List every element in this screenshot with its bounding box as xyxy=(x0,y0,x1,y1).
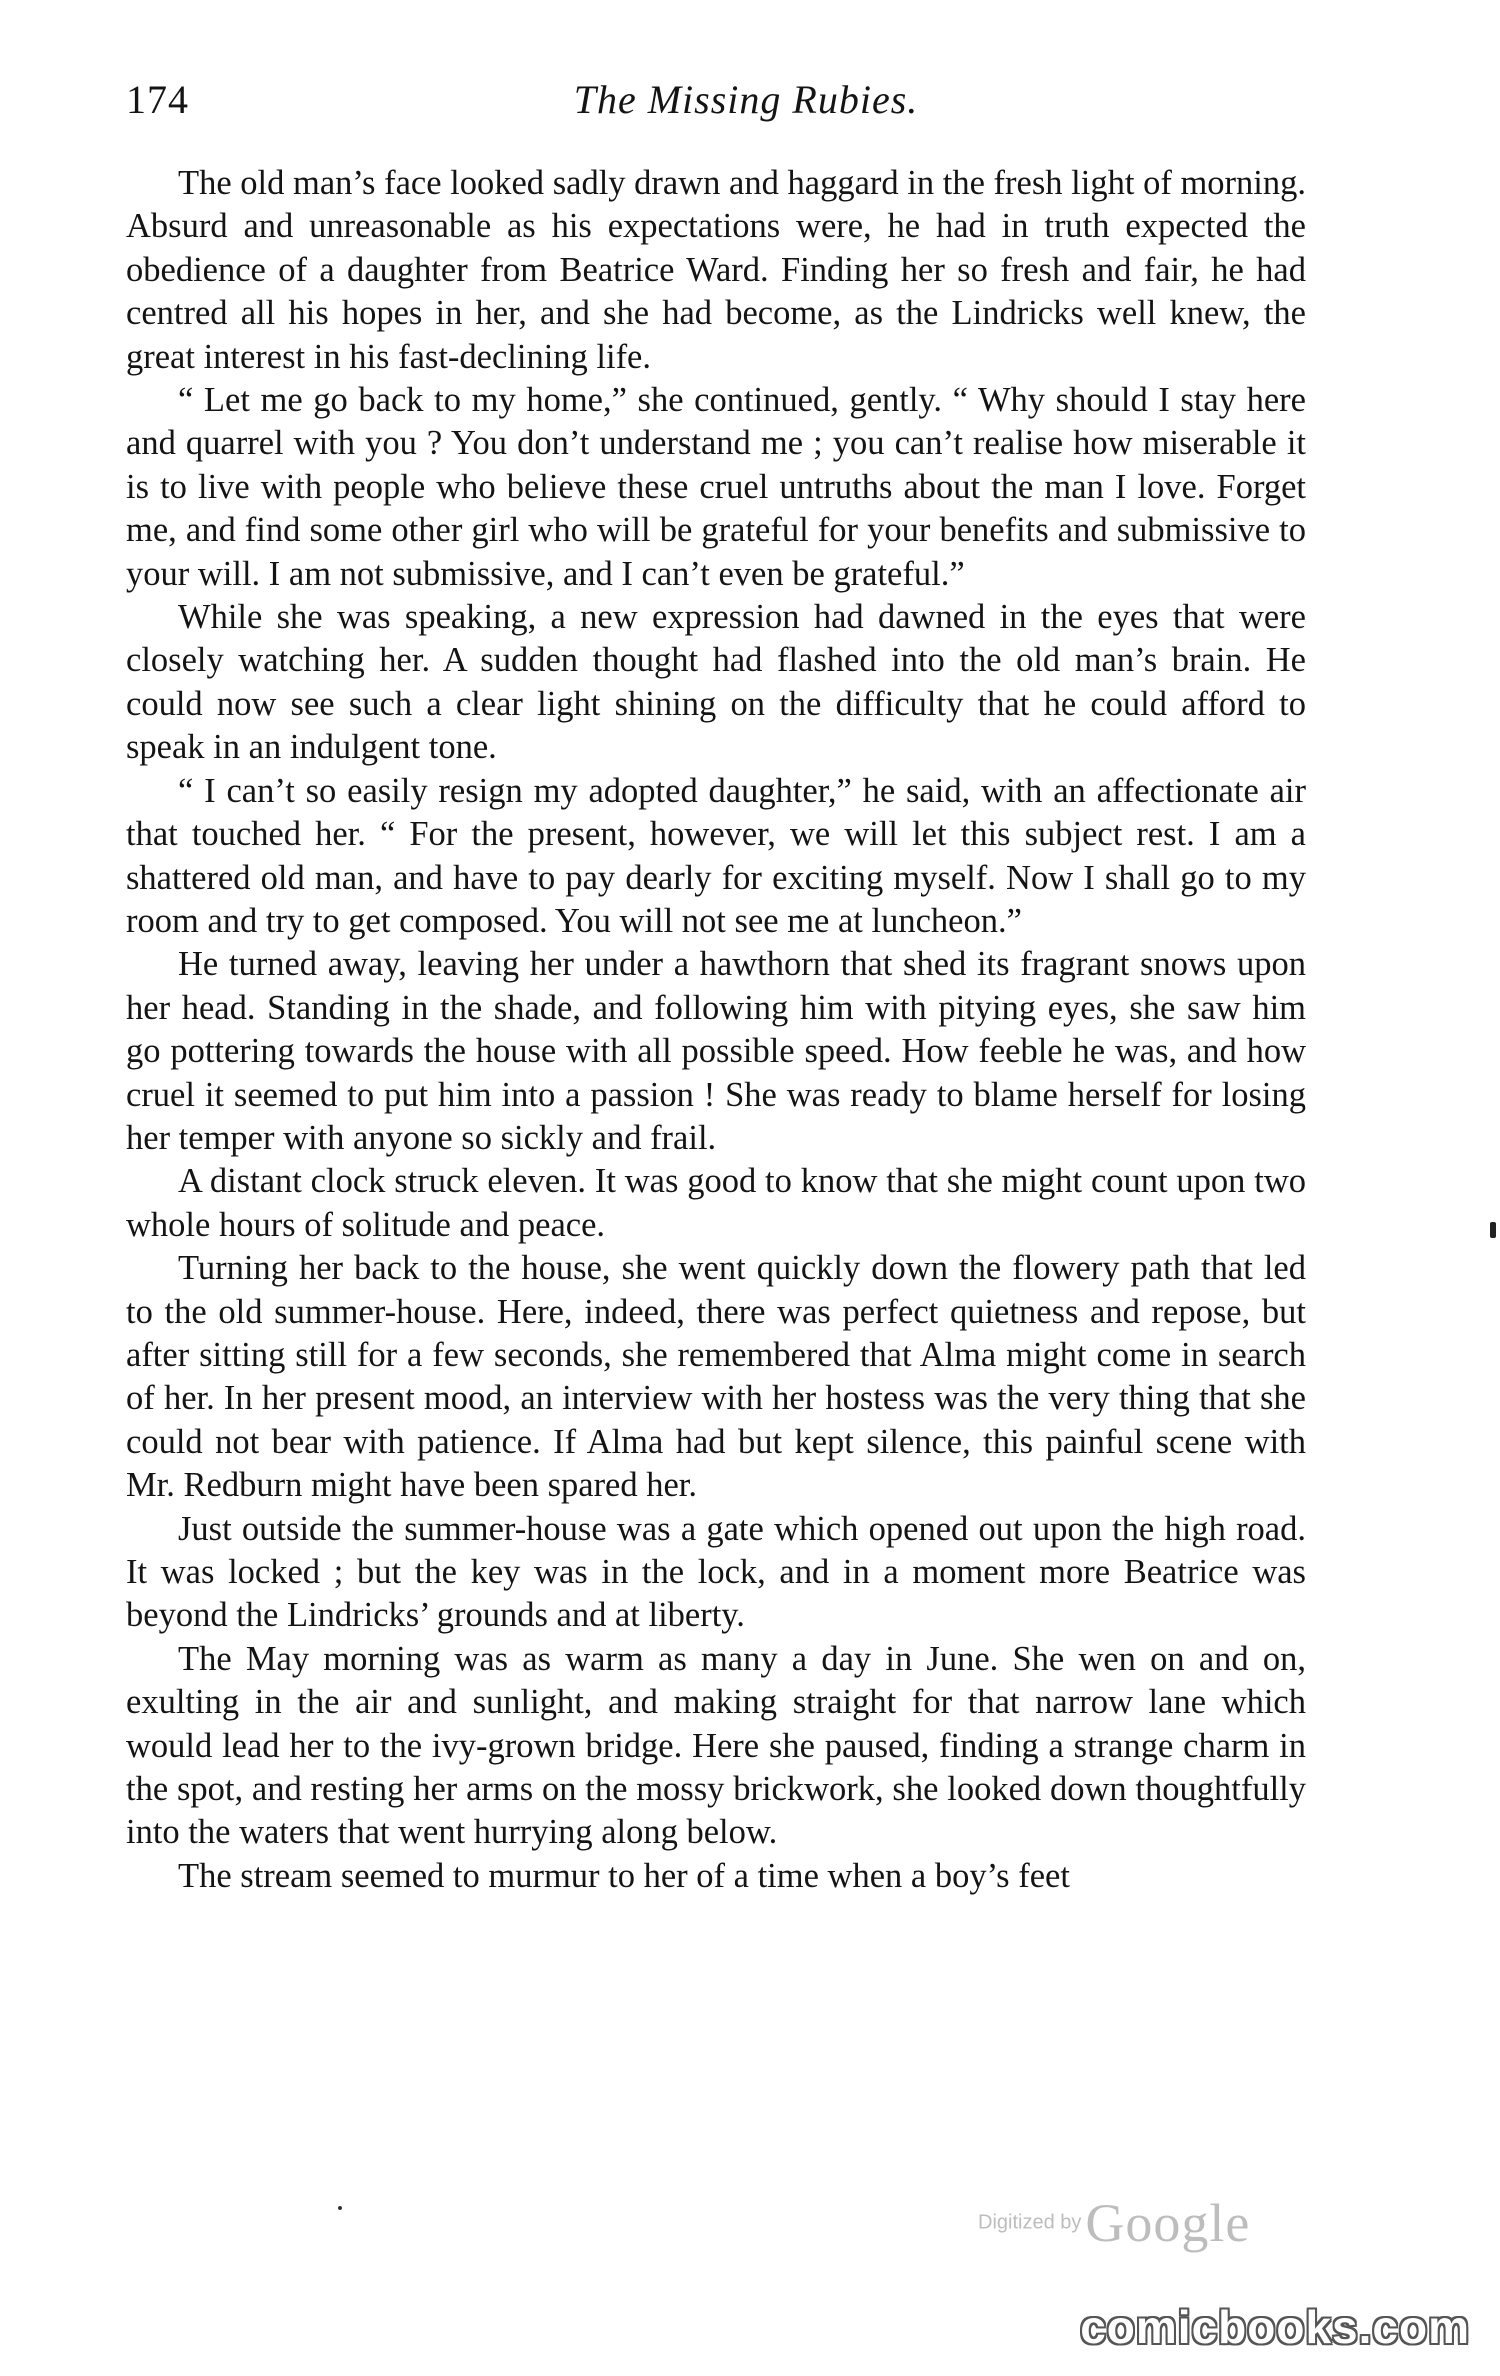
paragraph: “ Let me go back to my home,” she continued, gently. “ Why should I stay here and quarrel with you ? You don’t understand me ; you can’t realise how miserable it is to live with people who believe these cruel untruths about the man I love. Forget me, and find some other girl who will be grateful for your benefits and submissive to your will. I am not submissive, and I can’t even be grateful.” xyxy=(126,381,1306,593)
site-watermark: comicbooks.com xyxy=(1080,2301,1470,2353)
paragraph: Turning her back to the house, she went quickly down the flowery path that led to the old summer-house. Here, indeed, there was perfect quietness and repose, but after sitting still for a few seconds, she remembered that Alma might come in search of her. In her present mood, an interview with her hostess was the very thing that she could not bear with patience. If Alma had but kept silence, this painful scene with Mr. Redburn might have been spared her. xyxy=(126,1249,1306,1505)
paragraph: A distant clock struck eleven. It was good to know that she might count upon two whole hours of solitude and peace. xyxy=(126,1162,1306,1244)
body-text xyxy=(126,162,1306,1898)
scan-artifact xyxy=(1490,1222,1496,1238)
page-number: 174 xyxy=(126,77,189,122)
paragraph: The May morning was as warm as many a day in June. She wen on and on, exulting in the air and sunlight, and making straight for that narrow lane which would lead her to the ivy-grown bridge. Here she paused, finding a strange charm in the spot, and resting her arms on the mossy brickwork, she looked down thoughtfully into the waters that went hurrying along below. xyxy=(126,1639,1306,1852)
digitized-by-google-mark xyxy=(978,2192,1250,2252)
paragraph: He turned away, leaving her under a hawthorn that shed its fragrant snows upon her head. Standing in the shade, and following him with pitying eyes, she saw him go pottering towards the house with all possible speed. How feeble he was, and how cruel it seemed to put him into a passion ! She was ready to blame herself for losing her temper with anyone so sickly and frail. xyxy=(126,945,1306,1157)
paragraph: The old man’s face looked sadly drawn and haggard in the fresh light of morning. Absurd and unreasonable as his expectations were, he had in truth expected the obedience of a daughter from Beatrice Ward. Finding her so fresh and fair, he had centred all his hopes in her, and she had become, as the Lindricks well knew, the great interest in his fast-declining life. xyxy=(126,164,1306,376)
scan-speck xyxy=(338,2206,342,2210)
paragraph-partial: The stream seemed to murmur to her of a time when a boy’s feet xyxy=(178,1856,1070,1895)
paragraph: While she was speaking, a new expression had dawned in the eyes that were closely watching her. A sudden thought had flashed into the old man’s brain. He could now see such a clear light shining on the difficulty that he could afford to speak in an indulgent tone. xyxy=(126,598,1306,767)
paragraph: Just outside the summer-house was a gate which opened out upon the high road. It was locked ; but the key was in the lock, and in a moment more Beatrice was beyond the Lindricks’ grounds and at liberty. xyxy=(126,1509,1306,1635)
google-logo-text: Google xyxy=(1085,2193,1251,2253)
digitized-prefix: Digitized by xyxy=(978,2211,1082,2234)
paragraph: “ I can’t so easily resign my adopted daughter,” he said, with an affectionate air that touched her. “ For the present, however, we will let this subject rest. I am a shattered old man, and have to pay dearly for exciting myself. Now I shall go to my room and try to get composed. You will not see me at luncheon.” xyxy=(126,771,1306,940)
page-header xyxy=(126,76,1306,136)
running-title: The Missing Rubies. xyxy=(573,77,919,122)
